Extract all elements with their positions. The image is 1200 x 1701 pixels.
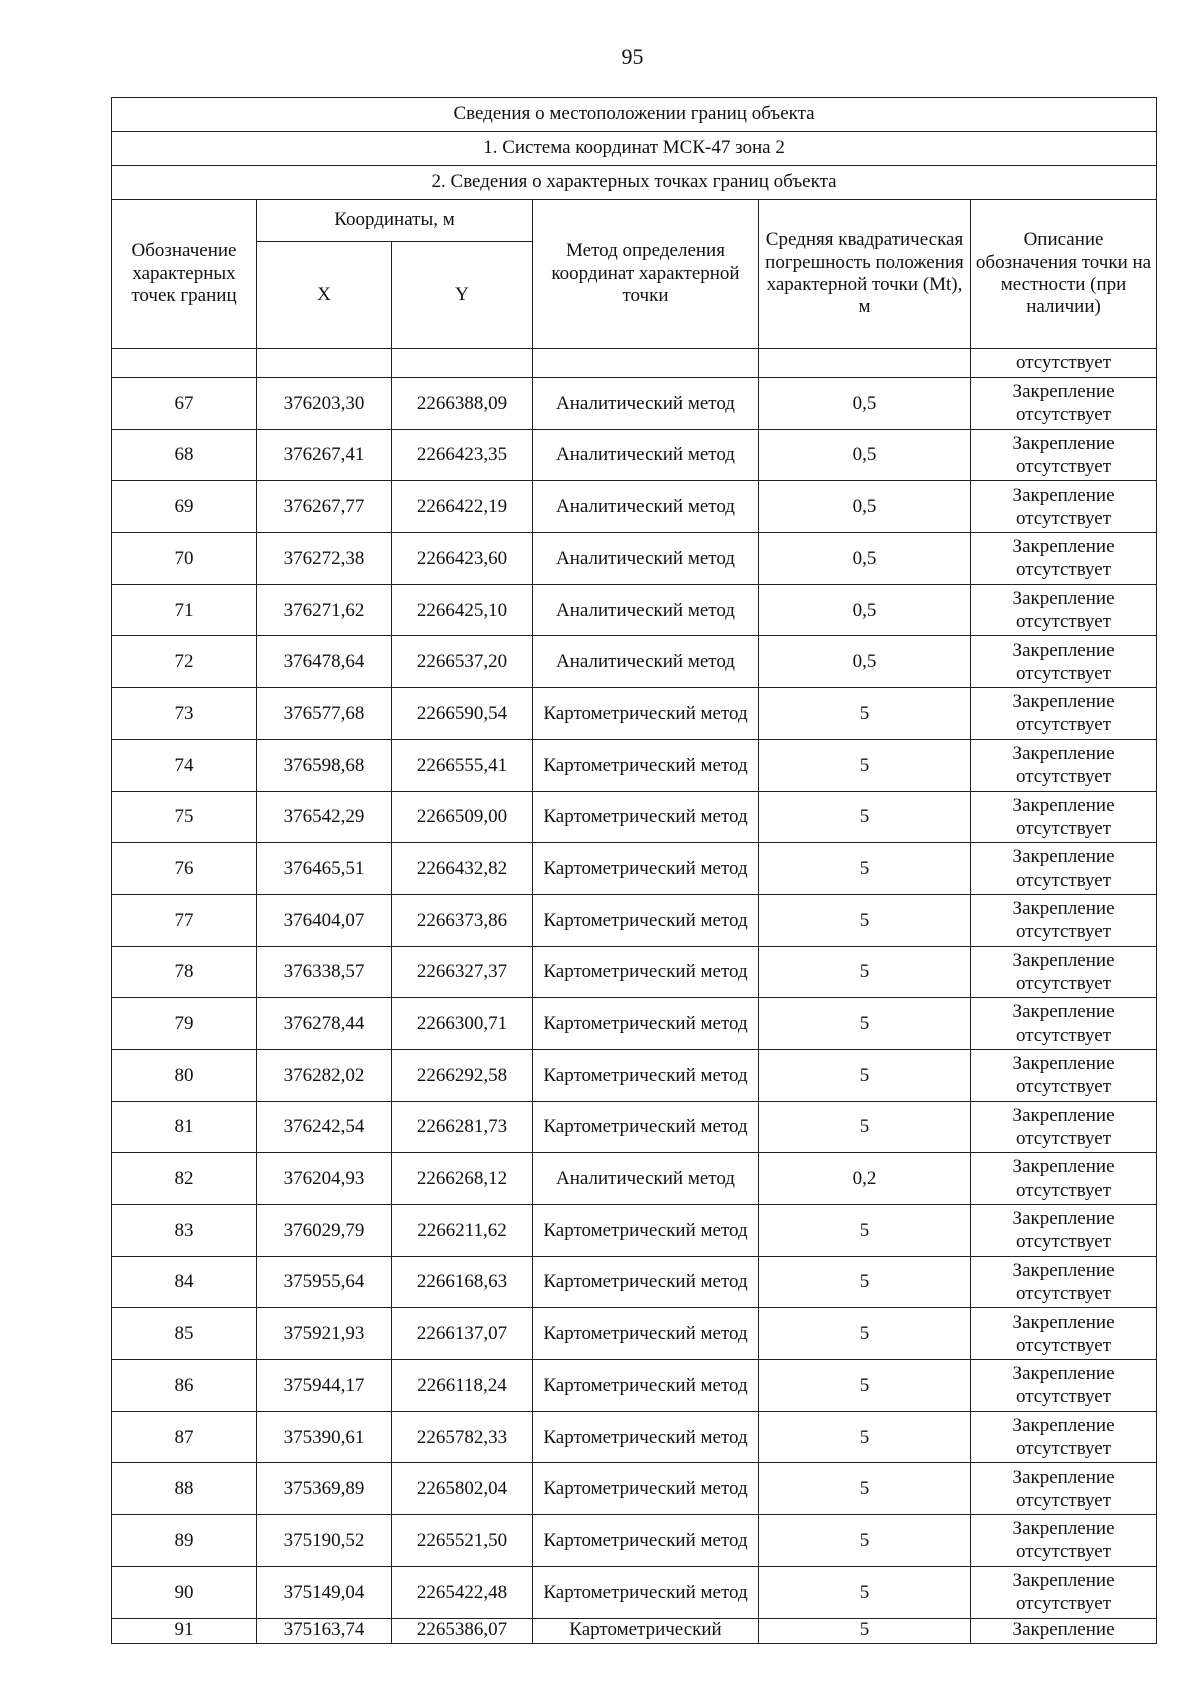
cell-x: 376242,54	[257, 1101, 392, 1153]
cell-x: 376478,64	[257, 636, 392, 688]
cell-x: 376271,62	[257, 584, 392, 636]
cell-y: 2266509,00	[392, 791, 533, 843]
cell-method: Картометрический метод	[533, 1205, 759, 1257]
table-row	[112, 378, 1157, 430]
cell-description: Закрепление отсутствует	[971, 1153, 1157, 1205]
cell-y: 2266537,20	[392, 636, 533, 688]
header-y: Y	[392, 242, 533, 349]
cell-description: Закрепление отсутствует	[971, 791, 1157, 843]
cell-point: 85	[112, 1308, 257, 1360]
cell-point: 82	[112, 1153, 257, 1205]
cell-point: 86	[112, 1360, 257, 1412]
cell-method: Картометрический метод	[533, 946, 759, 998]
cell-accuracy: 5	[759, 791, 971, 843]
cell-y: 2265782,33	[392, 1411, 533, 1463]
cell-point: 69	[112, 481, 257, 533]
cell-point: 89	[112, 1515, 257, 1567]
cell-y: 2266425,10	[392, 584, 533, 636]
cell-accuracy: 5	[759, 1515, 971, 1567]
cell-method: Картометрический метод	[533, 843, 759, 895]
cell-description: Закрепление отсутствует	[971, 1256, 1157, 1308]
cell-y: 2266327,37	[392, 946, 533, 998]
table-row	[112, 1205, 1157, 1257]
cell-y: 2266590,54	[392, 688, 533, 740]
cell-point: 87	[112, 1411, 257, 1463]
header-point-designation: Обозначение характерных точек границ	[112, 200, 257, 349]
cell-accuracy: 5	[759, 843, 971, 895]
cell-method: Картометрический метод	[533, 1515, 759, 1567]
cell-x	[257, 349, 392, 378]
cell-accuracy: 5	[759, 1256, 971, 1308]
cell-x: 376203,30	[257, 378, 392, 430]
table-row	[112, 1360, 1157, 1412]
cell-point: 73	[112, 688, 257, 740]
cell-accuracy: 5	[759, 946, 971, 998]
cell-x: 376577,68	[257, 688, 392, 740]
cell-accuracy: 0,5	[759, 584, 971, 636]
cell-accuracy: 0,2	[759, 1153, 971, 1205]
cell-x: 376598,68	[257, 739, 392, 791]
cell-x: 375955,64	[257, 1256, 392, 1308]
cell-x: 376204,93	[257, 1153, 392, 1205]
cell-x: 376272,38	[257, 533, 392, 585]
table-row	[112, 1101, 1157, 1153]
cell-point: 90	[112, 1566, 257, 1618]
cell-y: 2265521,50	[392, 1515, 533, 1567]
cell-description: Закрепление отсутствует	[971, 894, 1157, 946]
cell-y: 2266292,58	[392, 1049, 533, 1101]
cell-accuracy: 5	[759, 1463, 971, 1515]
cell-y: 2266423,60	[392, 533, 533, 585]
cell-point: 70	[112, 533, 257, 585]
cell-accuracy: 5	[759, 1411, 971, 1463]
cell-method: Картометрический метод	[533, 791, 759, 843]
cell-y: 2266422,19	[392, 481, 533, 533]
cell-method: Картометрический метод	[533, 1463, 759, 1515]
cell-x: 376267,41	[257, 429, 392, 481]
cell-point: 79	[112, 998, 257, 1050]
cell-accuracy: 5	[759, 1566, 971, 1618]
table-row	[112, 1411, 1157, 1463]
table-row	[112, 429, 1157, 481]
table-row	[112, 843, 1157, 895]
cell-x: 375163,74	[257, 1618, 392, 1643]
cell-method: Аналитический метод	[533, 429, 759, 481]
cell-point: 72	[112, 636, 257, 688]
cell-description: Закрепление отсутствует	[971, 429, 1157, 481]
cell-accuracy: 5	[759, 1049, 971, 1101]
cell-description: отсутствует	[971, 349, 1157, 378]
cell-description: Закрепление отсутствует	[971, 739, 1157, 791]
cell-accuracy: 0,5	[759, 533, 971, 585]
cell-x: 375944,17	[257, 1360, 392, 1412]
cell-description: Закрепление отсутствует	[971, 1205, 1157, 1257]
cell-accuracy: 5	[759, 998, 971, 1050]
cell-method: Аналитический метод	[533, 636, 759, 688]
cell-method: Картометрический метод	[533, 1308, 759, 1360]
table-row	[112, 1308, 1157, 1360]
cell-method: Аналитический метод	[533, 1153, 759, 1205]
cell-x: 376338,57	[257, 946, 392, 998]
cell-description: Закрепление отсутствует	[971, 481, 1157, 533]
cell-point: 81	[112, 1101, 257, 1153]
cell-method	[533, 349, 759, 378]
cell-accuracy: 5	[759, 1618, 971, 1643]
table-row	[112, 1566, 1157, 1618]
cell-accuracy: 5	[759, 1308, 971, 1360]
header-x: X	[257, 242, 392, 349]
table-row	[112, 1049, 1157, 1101]
cell-x: 376029,79	[257, 1205, 392, 1257]
cell-description: Закрепление отсутствует	[971, 843, 1157, 895]
cell-x: 375149,04	[257, 1566, 392, 1618]
cell-x: 375390,61	[257, 1411, 392, 1463]
cell-accuracy: 0,5	[759, 636, 971, 688]
table-row	[112, 533, 1157, 585]
cell-description: Закрепление отсутствует	[971, 378, 1157, 430]
cell-y: 2265802,04	[392, 1463, 533, 1515]
cell-accuracy: 5	[759, 688, 971, 740]
cell-description: Закрепление отсутствует	[971, 1463, 1157, 1515]
cell-accuracy: 5	[759, 1101, 971, 1153]
section-title: 2. Сведения о характерных точках границ объекта	[112, 166, 1157, 200]
cell-method: Аналитический метод	[533, 533, 759, 585]
cell-description: Закрепление отсутствует	[971, 1049, 1157, 1101]
cell-y: 2266211,62	[392, 1205, 533, 1257]
table-row	[112, 636, 1157, 688]
cell-point: 71	[112, 584, 257, 636]
cell-point: 68	[112, 429, 257, 481]
cell-description: Закрепление отсутствует	[971, 946, 1157, 998]
table-row	[112, 946, 1157, 998]
cell-point: 78	[112, 946, 257, 998]
cell-x: 376282,02	[257, 1049, 392, 1101]
cell-y: 2266373,86	[392, 894, 533, 946]
cell-accuracy	[759, 349, 971, 378]
table-row	[112, 584, 1157, 636]
cell-description: Закрепление отсутствует	[971, 688, 1157, 740]
cell-method: Картометрический метод	[533, 894, 759, 946]
cell-description: Закрепление отсутствует	[971, 1515, 1157, 1567]
cell-x: 375190,52	[257, 1515, 392, 1567]
cell-point: 83	[112, 1205, 257, 1257]
table-row	[112, 739, 1157, 791]
cell-x: 376465,51	[257, 843, 392, 895]
cell-point: 91	[112, 1618, 257, 1643]
cell-y: 2266555,41	[392, 739, 533, 791]
cell-y: 2266423,35	[392, 429, 533, 481]
cell-y: 2266168,63	[392, 1256, 533, 1308]
cell-description: Закрепление отсутствует	[971, 636, 1157, 688]
cell-point: 76	[112, 843, 257, 895]
cell-accuracy: 5	[759, 1360, 971, 1412]
cell-method: Картометрический метод	[533, 1101, 759, 1153]
cell-x: 376404,07	[257, 894, 392, 946]
cell-method: Картометрический метод	[533, 1256, 759, 1308]
cell-description: Закрепление отсутствует	[971, 1101, 1157, 1153]
cell-accuracy: 5	[759, 739, 971, 791]
table-row	[112, 894, 1157, 946]
table-row	[112, 481, 1157, 533]
table-row	[112, 1463, 1157, 1515]
cell-y: 2266388,09	[392, 378, 533, 430]
cell-accuracy: 5	[759, 1205, 971, 1257]
cell-y: 2266281,73	[392, 1101, 533, 1153]
cell-accuracy: 0,5	[759, 378, 971, 430]
table-row-last	[112, 1618, 1157, 1643]
cell-point: 77	[112, 894, 257, 946]
header-accuracy: Средняя квадратическая погрешность положения характерной точки (Mt), м	[759, 200, 971, 349]
cell-description: Закрепление отсутствует	[971, 998, 1157, 1050]
cell-method: Картометрический метод	[533, 1566, 759, 1618]
cell-description: Закрепление отсутствует	[971, 584, 1157, 636]
cell-y	[392, 349, 533, 378]
cell-description: Закрепление отсутствует	[971, 1360, 1157, 1412]
table-row	[112, 1153, 1157, 1205]
cell-accuracy: 0,5	[759, 429, 971, 481]
cell-y: 2266137,07	[392, 1308, 533, 1360]
cell-accuracy: 5	[759, 894, 971, 946]
cell-x: 376542,29	[257, 791, 392, 843]
cell-point: 75	[112, 791, 257, 843]
header-description: Описание обозначения точки на местности (при наличии)	[971, 200, 1157, 349]
cell-method: Картометрический метод	[533, 1411, 759, 1463]
cell-method: Картометрический	[533, 1618, 759, 1643]
cell-point: 88	[112, 1463, 257, 1515]
cell-x: 376267,77	[257, 481, 392, 533]
cell-method: Картометрический метод	[533, 1049, 759, 1101]
cell-accuracy: 0,5	[759, 481, 971, 533]
cell-description: Закрепление отсутствует	[971, 1308, 1157, 1360]
header-coordinates: Координаты, м	[257, 200, 533, 242]
cell-point: 67	[112, 378, 257, 430]
cell-description: Закрепление отсутствует	[971, 1411, 1157, 1463]
table-title: Сведения о местоположении границ объекта	[112, 98, 1157, 132]
cell-y: 2266300,71	[392, 998, 533, 1050]
cell-method: Картометрический метод	[533, 739, 759, 791]
coordinate-system: 1. Система координат МСК-47 зона 2	[112, 132, 1157, 166]
table-row	[112, 1515, 1157, 1567]
header-method: Метод определения координат характерной точки	[533, 200, 759, 349]
boundary-points-table	[111, 97, 1157, 1644]
table-row	[112, 688, 1157, 740]
cell-method: Картометрический метод	[533, 1360, 759, 1412]
cell-description: Закрепление	[971, 1618, 1157, 1643]
page-number: 95	[621, 44, 644, 69]
cell-y: 2266118,24	[392, 1360, 533, 1412]
table-row	[112, 1256, 1157, 1308]
cell-x: 375369,89	[257, 1463, 392, 1515]
cell-description: Закрепление отсутствует	[971, 1566, 1157, 1618]
table-row	[112, 998, 1157, 1050]
cell-y: 2265422,48	[392, 1566, 533, 1618]
cell-point	[112, 349, 257, 378]
cell-y: 2266432,82	[392, 843, 533, 895]
cell-x: 376278,44	[257, 998, 392, 1050]
table-row	[112, 791, 1157, 843]
cell-point: 80	[112, 1049, 257, 1101]
cell-method: Аналитический метод	[533, 481, 759, 533]
cell-method: Аналитический метод	[533, 584, 759, 636]
cell-method: Аналитический метод	[533, 378, 759, 430]
cell-x: 375921,93	[257, 1308, 392, 1360]
cell-point: 84	[112, 1256, 257, 1308]
cell-description: Закрепление отсутствует	[971, 533, 1157, 585]
cell-y: 2265386,07	[392, 1618, 533, 1643]
cell-method: Картометрический метод	[533, 998, 759, 1050]
cell-y: 2266268,12	[392, 1153, 533, 1205]
cell-method: Картометрический метод	[533, 688, 759, 740]
cell-point: 74	[112, 739, 257, 791]
continued-row	[112, 349, 1157, 378]
